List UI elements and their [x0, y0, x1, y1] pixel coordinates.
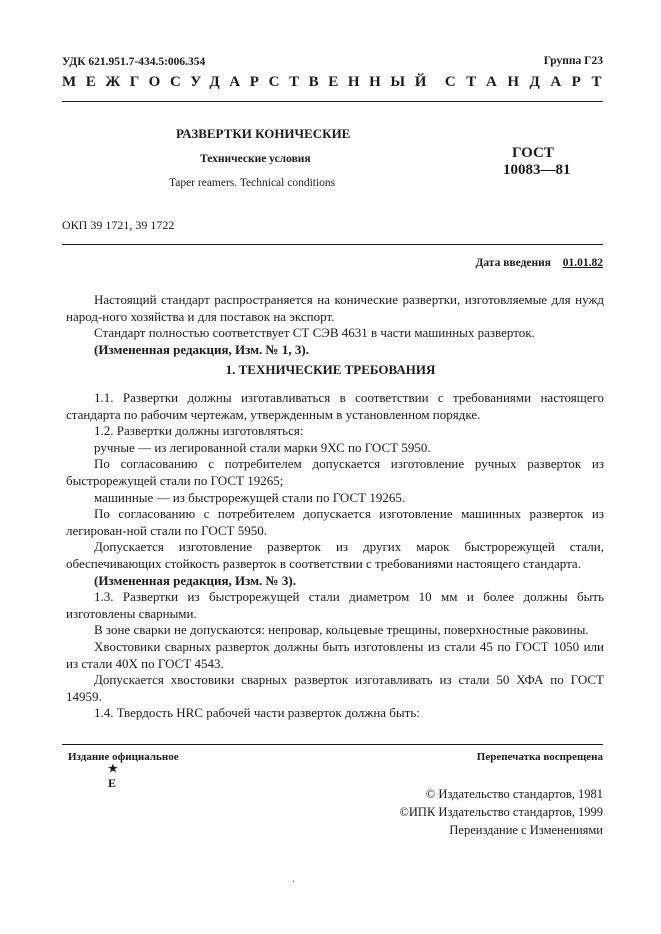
reprint-prohibited: Перепечатка воспрещена: [476, 751, 603, 763]
official-edition: Издание официальное: [68, 751, 179, 763]
standard-banner: [62, 74, 612, 91]
clause-1-3-shanks: Хвостовики сварных разверток должны быть изготовлены из стали 45 по ГОСТ 1050 или из стали 40Х по ГОСТ 4543.: [66, 638, 604, 671]
clause-1-3-shanks-option: Допускается хвостовики сварных разверток изготавливать из стали 50 ХФА по ГОСТ 14959.: [66, 672, 604, 704]
preamble-amendment: (Измененная редакция, Изм. № 1, 3).: [94, 341, 309, 357]
okp-code: ОКП 39 1721, 39 1722: [62, 218, 175, 232]
introduction-date-value: 01.01.82: [562, 257, 603, 269]
copyright-1999: ©ИПК Издательство стандартов, 1999: [399, 805, 603, 819]
english-title: Taper reamers. Technical conditions: [169, 177, 336, 189]
introduction-date: [475, 257, 603, 269]
title-rule: [62, 244, 603, 245]
clause-1-3-weld-defects: В зоне сварки не допускаются: непровар, кольцевые трещины, поверхностные раковины.: [94, 622, 589, 638]
header-rule: [62, 101, 603, 102]
edition-letter: Е: [108, 776, 117, 790]
clause-1-2-manual: ручные — из легированной стали марки 9ХС по ГОСТ 5950.: [94, 439, 431, 455]
banner-standard: СТАНДАРТ: [444, 74, 612, 90]
preamble-scope: Настоящий стандарт распространяется на конические развертки, изготовляемые для нужд народ-ного хозяйства и для поставок на экспорт.: [66, 292, 604, 324]
footer-rule: [62, 744, 603, 745]
preamble-compliance: Стандарт полностью соответствует СТ СЭВ 4631 в части машинных разверток.: [94, 325, 535, 341]
copyright-1981: © Издательство стандартов, 1981: [425, 787, 603, 801]
clause-1-1: 1.1. Развертки должны изготавливаться в соответствии с требованиями настоящего стандарта по рабочим чертежам, утвержденным в установленном порядке.: [66, 390, 604, 422]
group-code: Группа Г23: [543, 55, 603, 67]
udk-code: УДК 621.951.7-434.5:006.354: [62, 56, 206, 68]
clause-1-3: 1.3. Развертки из быстрорежущей стали диаметром 10 мм и более должны быть изготовлены сварными.: [66, 589, 604, 621]
preamble: [66, 292, 604, 358]
clause-1-2-amendment: (Измененная редакция, Изм. № 3).: [94, 572, 296, 588]
document-subtitle: Технические условия: [200, 153, 311, 165]
clause-1-2: 1.2. Развертки должны изготовляться:: [94, 423, 304, 439]
reissue-note: Переиздание с Изменениями: [449, 823, 603, 837]
star-icon: ★: [108, 763, 118, 775]
gost-number: 10083—81: [503, 162, 571, 178]
page-dot: .: [292, 874, 295, 885]
banner-interstate: МЕЖГОСУДАРСТВЕННЫЙ: [62, 74, 437, 90]
document-title: РАЗВЕРТКИ КОНИЧЕСКИЕ: [176, 126, 351, 141]
clause-1-2-machine-option: По согласованию с потребителем допускается изготовление машинных разверток из легирован-ной стали по ГОСТ 5950.: [66, 506, 604, 538]
gost-label: ГОСТ: [512, 145, 554, 161]
clause-1-2-other-grades: Допускается изготовление разверток из других марок быстрорежущей стали, обеспечивающих стойкость разверток в соответствии с требованиями настоящего стандарта.: [66, 539, 604, 571]
requirements-body: [66, 390, 604, 722]
clause-1-2-manual-option: По согласованию с потребителем допускается изготовление ручных разверток из быстрорежущей стали по ГОСТ 19265;: [66, 456, 604, 488]
introduction-date-label: Дата введения: [475, 257, 551, 269]
section-title: 1. ТЕХНИЧЕСКИЕ ТРЕБОВАНИЯ: [225, 362, 436, 377]
clause-1-2-machine: машинные — из быстрорежущей стали по ГОСТ 19265.: [94, 489, 406, 505]
clause-1-4: 1.4. Твердость HRC рабочей части разверток должна быть:: [94, 705, 420, 721]
copyright-block: [399, 785, 603, 839]
